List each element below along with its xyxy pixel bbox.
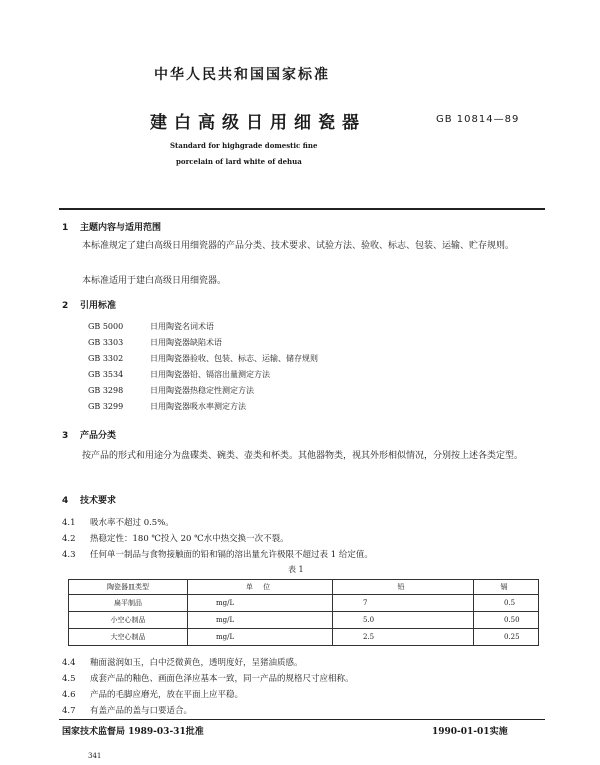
reference-item — [88, 401, 246, 412]
table-cell: 扁平制品 — [69, 595, 188, 612]
table-cell: 大空心制品 — [69, 629, 188, 646]
requirement-item — [62, 704, 192, 716]
table-cell: 小空心制品 — [69, 612, 188, 629]
item-number: 4.1 — [62, 518, 76, 528]
reference-title: 日用陶瓷器验收、包装、标志、运输、储存规则 — [150, 354, 318, 363]
section-number: 4 — [62, 496, 69, 506]
table-caption: 表 1 — [288, 565, 304, 574]
reference-code: GB 3299 — [88, 402, 124, 411]
header-cell: 单 位 — [188, 580, 333, 595]
page-number: 341 — [88, 752, 102, 760]
section-1-paragraph-2: 本标准适用于建白高级日用细瓷器。 — [82, 276, 227, 286]
footer-divider — [59, 719, 545, 720]
section-number: 1 — [62, 223, 69, 233]
reference-title: 日用陶瓷器吸水率测定方法 — [150, 402, 246, 411]
section-title: 产品分类 — [80, 431, 117, 441]
reference-code: GB 5000 — [88, 322, 124, 331]
item-number: 4.6 — [62, 690, 76, 700]
reference-code: GB 3302 — [88, 354, 124, 363]
limits-table — [68, 579, 539, 646]
section-number: 3 — [62, 431, 69, 441]
table-row — [69, 612, 539, 629]
reference-code: GB 3298 — [88, 386, 124, 395]
table-cell: 0.50 — [474, 612, 539, 629]
table-header-row — [69, 580, 539, 595]
standard-title: 建白高级日用细瓷器 — [150, 113, 366, 133]
item-number: 4.2 — [62, 534, 76, 544]
table-cell: mg/L — [188, 629, 333, 646]
english-title-line2: porcelain of lard white of dehua — [176, 157, 302, 166]
standard-code: GB 10814—89 — [436, 114, 520, 125]
table-cell: 5.0 — [333, 612, 474, 629]
table-cell: 7 — [333, 595, 474, 612]
table-cell: 2.5 — [333, 629, 474, 646]
section-title: 技术要求 — [80, 496, 117, 506]
item-text: 产品的毛脚应磨光，放在平面上应平稳。 — [90, 690, 244, 700]
requirement-item — [62, 532, 289, 544]
section-title: 引用标准 — [80, 301, 117, 311]
english-title-line1: Standard for highgrade domestic fine — [170, 141, 318, 150]
reference-item — [88, 385, 254, 396]
reference-item — [88, 337, 222, 348]
section-4-heading — [62, 493, 116, 506]
table-cell: 0.25 — [474, 629, 539, 646]
requirement-item — [62, 516, 174, 528]
header-cell: 镉 — [474, 580, 539, 595]
reference-title: 日用陶瓷器热稳定性测定方法 — [150, 386, 254, 395]
reference-item — [88, 353, 318, 364]
header-cell: 铅 — [333, 580, 474, 595]
national-standard-header: 中华人民共和国国家标准 — [154, 67, 330, 83]
section-1-heading — [62, 220, 161, 233]
section-3-paragraph: 按产品的形式和用途分为盘碟类、碗类、壶类和杯类。其他器物类，视其外形相似情况，分别按上述各类定型。 — [82, 451, 524, 461]
section-3-heading — [62, 428, 116, 441]
header-cell: 陶瓷器皿类型 — [69, 580, 188, 595]
header-divider — [59, 208, 545, 210]
table-cell: 0.5 — [474, 595, 539, 612]
item-text: 釉面滋润如玉，白中泛微黄色，透明度好，呈猪油质感。 — [90, 658, 303, 668]
table-cell: mg/L — [188, 595, 333, 612]
table-row — [69, 629, 539, 646]
item-text: 热稳定性：180 ℃投入 20 ℃水中热交换一次不裂。 — [90, 534, 289, 544]
reference-item — [88, 369, 270, 380]
reference-item — [88, 321, 214, 332]
reference-title: 日用陶瓷器缺陷术语 — [150, 338, 222, 347]
section-number: 2 — [62, 301, 69, 311]
item-number: 4.7 — [62, 706, 76, 716]
item-number: 4.4 — [62, 658, 76, 668]
item-text: 成套产品的釉色、画面色泽应基本一致，同一产品的规格尺寸应相称。 — [90, 674, 354, 684]
requirement-item — [62, 688, 243, 700]
item-text: 任何单一制品与食物接触面的铅和镉的溶出量允许极限不超过表 1 给定值。 — [90, 550, 373, 560]
reference-code: GB 3534 — [88, 370, 124, 379]
table-cell: mg/L — [188, 612, 333, 629]
section-1-paragraph-1: 本标准规定了建白高级日用细瓷器的产品分类、技术要求、试验方法、验收、标志、包装、运输、贮存规则。 — [82, 241, 515, 251]
item-text: 吸水率不超过 0.5%。 — [90, 518, 174, 528]
item-text: 有盖产品的盖与口要适合。 — [90, 706, 193, 716]
reference-title: 日用陶瓷名词术语 — [150, 322, 214, 331]
section-2-heading — [62, 298, 116, 311]
implementation-date: 1990-01-01实施 — [432, 727, 508, 737]
table-row — [69, 595, 539, 612]
section-title: 主题内容与适用范围 — [80, 223, 162, 233]
approval-text: 国家技术监督局 1989-03-31批准 — [62, 727, 204, 737]
requirement-item — [62, 656, 303, 668]
reference-title: 日用陶瓷器铅、镉溶出量测定方法 — [150, 370, 270, 379]
reference-code: GB 3303 — [88, 338, 124, 347]
requirement-item — [62, 548, 373, 560]
requirement-item — [62, 672, 354, 684]
item-number: 4.3 — [62, 550, 76, 560]
item-number: 4.5 — [62, 674, 76, 684]
